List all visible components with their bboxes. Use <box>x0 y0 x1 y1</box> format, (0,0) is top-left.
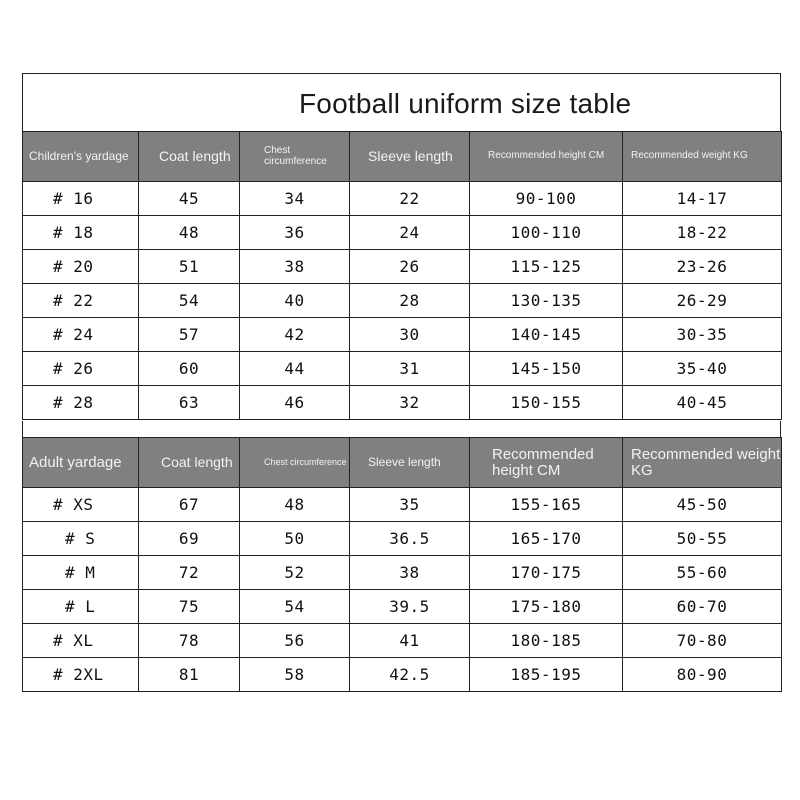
size-chart <box>22 73 781 693</box>
size-cell: # 20 <box>23 250 139 284</box>
size-cell: # 28 <box>23 386 139 420</box>
coat-length-cell: 54 <box>139 284 240 318</box>
size-cell: # 16 <box>23 182 139 216</box>
header-chest-circumference: Chest circumference <box>240 438 350 488</box>
sleeve-cell: 32 <box>350 386 470 420</box>
height-cell: 130-135 <box>470 284 623 318</box>
sleeve-cell: 39.5 <box>350 590 470 624</box>
weight-cell: 23-26 <box>623 250 782 284</box>
chest-cell: 50 <box>240 522 350 556</box>
chest-cell: 40 <box>240 284 350 318</box>
coat-length-cell: 60 <box>139 352 240 386</box>
coat-length-cell: 72 <box>139 556 240 590</box>
weight-cell: 55-60 <box>623 556 782 590</box>
height-cell: 90-100 <box>470 182 623 216</box>
weight-cell: 45-50 <box>623 488 782 522</box>
header-sleeve-length: Sleeve length <box>350 438 470 488</box>
weight-cell: 18-22 <box>623 216 782 250</box>
coat-length-cell: 57 <box>139 318 240 352</box>
header-chest-circumference: Chest circumference <box>240 132 350 182</box>
coat-length-cell: 75 <box>139 590 240 624</box>
table-row <box>23 318 782 352</box>
chest-cell: 44 <box>240 352 350 386</box>
height-cell: 180-185 <box>470 624 623 658</box>
coat-length-cell: 69 <box>139 522 240 556</box>
height-cell: 155-165 <box>470 488 623 522</box>
height-cell: 150-155 <box>470 386 623 420</box>
size-cell: # M <box>23 556 139 590</box>
chest-cell: 58 <box>240 658 350 692</box>
header-recommended-weight: Recommended weight KG <box>623 132 782 182</box>
chest-cell: 34 <box>240 182 350 216</box>
coat-length-cell: 78 <box>139 624 240 658</box>
chest-cell: 54 <box>240 590 350 624</box>
height-cell: 115-125 <box>470 250 623 284</box>
sleeve-cell: 22 <box>350 182 470 216</box>
chest-cell: 56 <box>240 624 350 658</box>
sleeve-cell: 42.5 <box>350 658 470 692</box>
table-row <box>23 590 782 624</box>
table-row <box>23 386 782 420</box>
weight-cell: 35-40 <box>623 352 782 386</box>
coat-length-cell: 67 <box>139 488 240 522</box>
weight-cell: 80-90 <box>623 658 782 692</box>
size-cell: # XS <box>23 488 139 522</box>
weight-cell: 60-70 <box>623 590 782 624</box>
height-cell: 100-110 <box>470 216 623 250</box>
height-cell: 140-145 <box>470 318 623 352</box>
adult-header-row <box>23 438 782 488</box>
sleeve-cell: 41 <box>350 624 470 658</box>
size-cell: # XL <box>23 624 139 658</box>
size-cell: # 26 <box>23 352 139 386</box>
header-recommended-weight: Recommended weight KG <box>623 438 782 488</box>
sleeve-cell: 35 <box>350 488 470 522</box>
weight-cell: 26-29 <box>623 284 782 318</box>
size-cell: # 22 <box>23 284 139 318</box>
sleeve-cell: 30 <box>350 318 470 352</box>
table-row <box>23 658 782 692</box>
table-row <box>23 556 782 590</box>
height-cell: 185-195 <box>470 658 623 692</box>
chest-cell: 46 <box>240 386 350 420</box>
chest-cell: 52 <box>240 556 350 590</box>
weight-cell: 30-35 <box>623 318 782 352</box>
coat-length-cell: 48 <box>139 216 240 250</box>
weight-cell: 14-17 <box>623 182 782 216</box>
table-row <box>23 284 782 318</box>
table-row <box>23 250 782 284</box>
height-cell: 175-180 <box>470 590 623 624</box>
size-cell: # 2XL <box>23 658 139 692</box>
coat-length-cell: 81 <box>139 658 240 692</box>
adult-size-table <box>22 437 782 692</box>
table-row <box>23 182 782 216</box>
chest-cell: 42 <box>240 318 350 352</box>
header-coat-length: Coat length <box>139 438 240 488</box>
table-row <box>23 216 782 250</box>
sleeve-cell: 38 <box>350 556 470 590</box>
coat-length-cell: 45 <box>139 182 240 216</box>
header-recommended-height: Recommended height CM <box>470 438 623 488</box>
chest-cell: 38 <box>240 250 350 284</box>
weight-cell: 70-80 <box>623 624 782 658</box>
weight-cell: 40-45 <box>623 386 782 420</box>
children-size-table <box>22 131 782 420</box>
chest-cell: 36 <box>240 216 350 250</box>
header-sleeve-length: Sleeve length <box>350 132 470 182</box>
page-title: Football uniform size table <box>299 88 632 119</box>
size-cell: # S <box>23 522 139 556</box>
title-box <box>22 73 781 132</box>
height-cell: 170-175 <box>470 556 623 590</box>
height-cell: 145-150 <box>470 352 623 386</box>
size-cell: # 18 <box>23 216 139 250</box>
section-gap <box>22 421 781 437</box>
header-coat-length: Coat length <box>139 132 240 182</box>
chest-cell: 48 <box>240 488 350 522</box>
children-header-row <box>23 132 782 182</box>
sleeve-cell: 24 <box>350 216 470 250</box>
height-cell: 165-170 <box>470 522 623 556</box>
size-cell: # L <box>23 590 139 624</box>
coat-length-cell: 63 <box>139 386 240 420</box>
size-cell: # 24 <box>23 318 139 352</box>
header-children-yardage: Children's yardage <box>23 132 139 182</box>
header-recommended-height: Recommended height CM <box>470 132 623 182</box>
sleeve-cell: 36.5 <box>350 522 470 556</box>
table-row <box>23 352 782 386</box>
sleeve-cell: 26 <box>350 250 470 284</box>
sleeve-cell: 31 <box>350 352 470 386</box>
weight-cell: 50-55 <box>623 522 782 556</box>
table-row <box>23 522 782 556</box>
coat-length-cell: 51 <box>139 250 240 284</box>
header-adult-yardage: Adult yardage <box>23 438 139 488</box>
sleeve-cell: 28 <box>350 284 470 318</box>
table-row <box>23 624 782 658</box>
table-row <box>23 488 782 522</box>
